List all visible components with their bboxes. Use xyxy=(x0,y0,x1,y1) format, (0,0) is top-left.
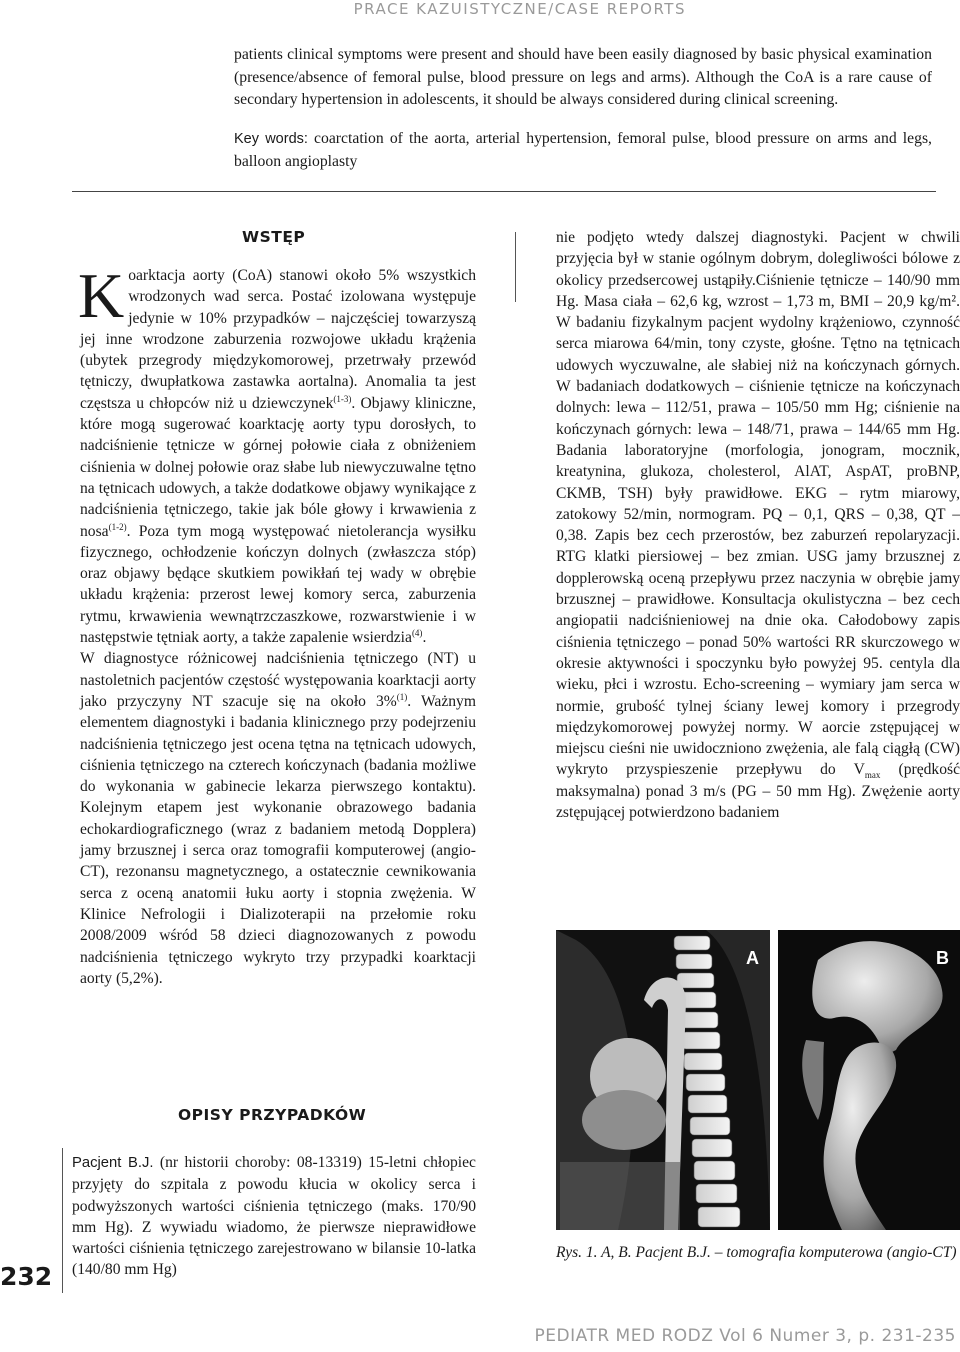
case-paragraph xyxy=(72,1152,476,1281)
running-head: PRACE KAZUISTYCZNE/CASE REPORTS xyxy=(353,0,686,18)
case-patient-name: Pacjent B.J. xyxy=(72,1155,154,1171)
subscript: max xyxy=(864,770,881,781)
caption-label: Rys. 1. A, B. xyxy=(556,1244,632,1261)
ct-panel-a xyxy=(556,930,770,1230)
right-column-text: nie podjęto wtedy dalszej diagnostyki. Pacjent w chwili przyjęcia był w stanie ogólnym dobrym, dolegliwości bólowe z okolicy przedsercowej ustąpiły.Ciśnienie tętnicze – 140/90 mm Hg. Masa ciała – 62,6 kg, wzrost – 1,73 m, BMI – 20,9 kg/m². W badaniu fizykalnym pacjent wydolny krążeniowo, czynność serca miarowa 64/min, tony czyste, głośne. Tętno na tętnicach udowych wyczuwalne, ale słabiej niż na kończynach górnych. W badaniach dodatkowych – ciśnienie tętnicze na kończynach dolnych: lewa – 112/51, prawa – 105/50 mm Hg; ciśnienie na kończynach górnych: lewa – 148/71, prawa – 144/65 mm Hg. Badania laboratoryjne (morfologia, jonogram, mocznik, kreatynina, glukoza, cholesterol, AlAT, AspAT, proBNP, CKMB, TSH) były prawidłowe. EKG – rytm miarowy, zatokowy 52/min, normogram. PQ – 0,1, QRS – 0,38, QT – 0,38. Zapis bez cech przerostów, bez zaburzeń repolaryzacji. RTG klatki piersiowej – bez zmian. USG jamy brzusznej z dopplerowską oceną przepływu przez naczynia w obrębie jamy brzusznej – prawidłowe. Konsultacja okulistyczna – bez cech angiopatii nadciśnieniowej na dnie oka. Całodobowy zapis ciśnienia tętniczego – ponad 50% wartości RR skurczowego w okresie aktywności i spoczynku było powyżej 95. centyla dla wieku, płci i wzrostu. Echo-screening – wymiary jam serca w normie, grubość tylnej ściany lewej komory i przegrody międzykomorowej powyżej normy. W aorcie zstępującej w miejscu cieśni nie uwidoczniono zwężenia, ale falą ciągłą (CW) wykryto przyspieszenie przepływu do V xyxy=(556,229,960,779)
intro-text: . Poza tym mogą występować nietolerancja wysiłku fizycznego, ochłodzenie kończyn dolnych (zwłaszcza stóp) oraz objawy będące skutkiem powikłań tej wady w obrębie układu krążenia: przerost lewej komory serca, zaburzenia rytmu, krwawienia wewnątrzczaszkowe, rozwarstwienie i w następstwie tętniak aorty, a także zapalenie wsierdzia xyxy=(80,522,476,647)
keywords-label: Key words: xyxy=(234,131,308,147)
drop-cap: K xyxy=(78,260,125,331)
figure-caption xyxy=(556,1242,960,1263)
divider-rule xyxy=(72,191,936,192)
intro-column xyxy=(78,260,476,989)
panel-b-label: B xyxy=(936,948,949,968)
citation: (4) xyxy=(411,627,423,638)
cases-heading: OPISY PRZYPADKÓW xyxy=(178,1106,367,1124)
page-number-rule xyxy=(62,1148,63,1293)
intro-text: oarktacja aorty (CoA) stanowi około 5% wszystkich wrodzonych wad serca. Postać izolowana występuje jedynie w 10% przypadków – najczęściej towarzyszą jej inne wrodzone zaburzenia rozwojowe układu krążenia (ubytek przegrody międzykomorowej, przetrwały przewód tętniczy, dwupłatkowa zastawka aortalna). Anomalia ta jest częstsza u chłopców niż u dziewczynek xyxy=(80,267,476,412)
column-rule xyxy=(515,232,516,302)
keywords-text: coarctation of the aorta, arterial hypertension, femoral pulse, blood pressure on arms and legs, balloon angioplasty xyxy=(234,130,932,170)
abstract-tail: patients clinical symptoms were present and should have been easily diagnosed by basic physical examination (presence/absence of femoral pulse, blood pressure on legs and arms). Although the CoA is a rare cause of secondary hypertension in adolescents, it should be always considered during clinical screening. xyxy=(234,46,932,108)
page-number: 232 xyxy=(0,1262,53,1291)
ct-panel-b xyxy=(778,930,960,1230)
right-column-paragraph xyxy=(556,227,960,823)
case-text: (nr historii choroby: 08-13319) 15-letni chłopiec przyjęty do szpitala z powodu kłucia w okolicy serca i podwyższonych wartości ciśnienia tętniczego (maks. 170/90 mm Hg). Z wywiadu wiadomo, że pierwsze nieprawidłowe wartości ciśnienia tętniczego zarejestrowano w bilansie 10-latka (140/80 mm Hg) xyxy=(72,1154,476,1279)
keywords xyxy=(234,128,932,173)
right-column xyxy=(556,227,960,823)
caption-text: Pacjent B.J. – tomografia komputerowa (angio-CT) xyxy=(631,1244,957,1261)
citation: (1-3) xyxy=(333,393,352,404)
panel-a-label: A xyxy=(746,948,759,968)
citation: (1-2) xyxy=(108,521,127,532)
intro-paragraph-2 xyxy=(80,648,476,989)
intro-text: . Ważnym elementem diagnostyki i badania klinicznego przy podejrzeniu nadciśnienia tętniczego jest ocena tętna na tętnicach udowych, ciśnienia tętniczego na czterech kończynach (badania możliwe do wykonania w gabinecie lekarza pierwszego kontaktu). Kolejnym etapem jest wykonanie obrazowego badania echokardiograficznego (wraz z badaniem metodą Dopplera) jamy brzusznej i serca oraz tomografii komputerowej (angio-CT), rezonansu magnetycznego, a ostatecznie cewnikowania serca z oceną anatomii łuku aorty i stopnia zwężenia. W Klinice Nefrologii i Dializoterapii na przełomie roku 2008/2009 wśród 58 dzieci diagnozowanych z powodu nadciśnienia tętniczego wykryto trzy przypadki koarktacji aorty (5,2%). xyxy=(80,692,476,987)
intro-heading: WSTĘP xyxy=(242,228,306,246)
intro-text: W diagnostyce różnicowej nadciśnienia tętniczego (NT) u nastoletnich pacjentów częstość występowania koarktacji aorty jako przyczyny NT szacuje się na około 3% xyxy=(80,650,476,710)
intro-paragraph-1 xyxy=(78,260,476,648)
right-column-text: (prędkość maksymalna) ponad 3 m/s (PG – 50 mm Hg). Zwężenie aorty zstępującej potwierdzono badaniem xyxy=(556,761,960,822)
intro-text: . xyxy=(422,629,427,647)
ct-figure xyxy=(556,930,960,1230)
citation: (1) xyxy=(396,691,408,702)
intro-text: . Objawy kliniczne, które mogą sugerować koarktację aorty typu dorosłych, to nadciśnienie tętnicze w górnej połowie ciała z obniżeniem ciśnienia w dolnej połowie oraz słabe lub niewyczuwalne tętno na tętnicach udowych, a także dodatkowe objawy wynikające z nadciśnienia tętniczego, takie jak bóle głowy i krwawienia z nosa xyxy=(80,394,476,540)
journal-footer: PEDIATR MED RODZ Vol 6 Numer 3, p. 231-235 xyxy=(534,1326,956,1346)
